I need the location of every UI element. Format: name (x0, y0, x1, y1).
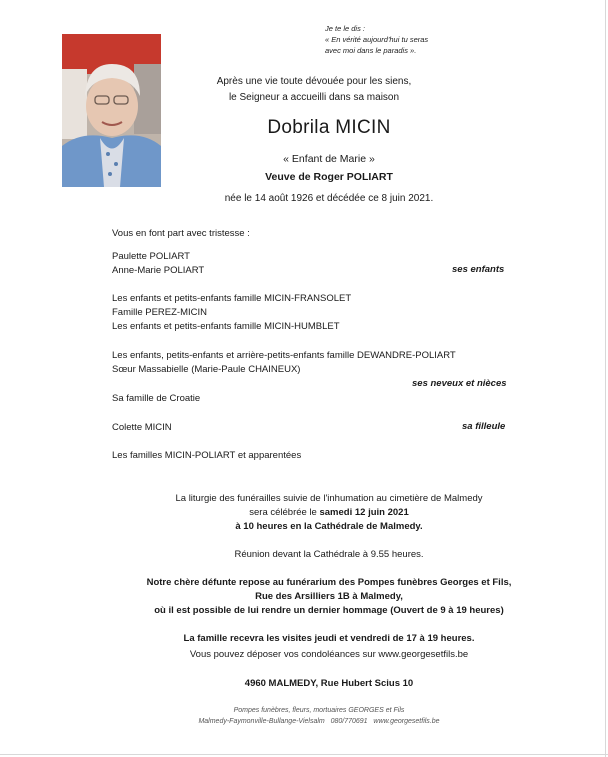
repose-line: Rue des Arsilliers 1B à Malmedy, (255, 591, 403, 602)
funeral-date-prefix: sera célébrée le (249, 507, 320, 518)
visits-info: La famille recevra les visites jeudi et vendredi de 17 à 19 heures. (183, 633, 475, 644)
list-item: Les enfants et petits-enfants famille MICIN-FRANSOLET (112, 293, 352, 304)
list-item: Paulette POLIART (112, 251, 190, 262)
list-item: Famille PEREZ-MICIN (112, 307, 208, 318)
page-border-bottom (0, 754, 608, 755)
list-item: Anne-Marie POLIART (112, 265, 205, 276)
footer (0, 705, 608, 727)
croatia-family (112, 392, 512, 406)
announcement-text: Vous en font part avec tristesse : (112, 228, 250, 239)
family-group-2 (112, 292, 512, 334)
footer-line: Malmedy-Faymonville-Bullange-Vielsalm 080/770691 www.georgesetfils.be (198, 718, 440, 725)
funeral-date: samedi 12 juin 2021 (319, 507, 409, 518)
deceased-dates: née le 14 août 1926 et décédée ce 8 juin 2021. (224, 193, 434, 204)
funeral-date-line (50, 506, 608, 520)
repose-line: où il est possible de lui rendre un dernier hommage (Ouvert de 9 à 19 heures) (154, 605, 504, 616)
list-item: Les familles MICIN-POLIART et apparentées (112, 450, 302, 461)
goddaughter (112, 421, 512, 435)
list-item: Colette MICIN (112, 422, 172, 433)
intro-line: Après une vie toute dévouée pour les siens, (216, 76, 412, 87)
announcement (112, 227, 512, 241)
list-item: Les enfants et petits-enfants famille MICIN-HUMBLET (112, 321, 340, 332)
funeral-info (0, 492, 608, 534)
children-label: ses enfants (452, 264, 505, 275)
list-item: Les enfants, petits-enfants et arrière-petits-enfants famille DEWANDRE-POLIART (112, 350, 456, 361)
footer-line: Pompes funèbres, fleurs, mortuaires GEORGES et Fils (233, 707, 405, 714)
list-item: Sœur Massabielle (Marie-Paule CHAINEUX) (112, 364, 301, 375)
list-item: Sa famille de Croatie (112, 393, 201, 404)
scripture-quote (325, 23, 475, 56)
family-group-3 (112, 349, 512, 377)
repose-line: Notre chère défunte repose au funérarium des Pompes funèbres Georges et Fils, (146, 577, 512, 588)
related-families (112, 449, 512, 463)
address-line: 4960 MALMEDY, Rue Hubert Scius 10 (244, 678, 414, 689)
condolences-info: Vous pouvez déposer vos condoléances sur www.georgesetfils.be (189, 649, 469, 660)
nephews-label: ses neveux et nièces (412, 378, 507, 389)
deceased-nickname: « Enfant de Marie » (283, 153, 375, 165)
quote-line: Je te le dis : (325, 24, 366, 33)
goddaughter-label: sa filleule (462, 421, 506, 432)
quote-line: « En vérité aujourd'hui tu seras (325, 35, 429, 44)
intro-line: le Seigneur a accueilli dans sa maison (228, 92, 400, 103)
funeral-time-place: à 10 heures en la Cathédrale de Malmedy. (235, 521, 423, 532)
meeting-info: Réunion devant la Cathédrale à 9.55 heures. (234, 549, 424, 560)
funeral-line: La liturgie des funérailles suivie de l'inhumation au cimetière de Malmedy (175, 493, 483, 504)
repose-info (0, 576, 608, 618)
quote-line: avec moi dans le paradis ». (325, 46, 417, 55)
intro-text (0, 74, 608, 106)
deceased-widow-of: Veuve de Roger POLIART (265, 171, 393, 183)
deceased-name: Dobrila MICIN (267, 117, 391, 138)
